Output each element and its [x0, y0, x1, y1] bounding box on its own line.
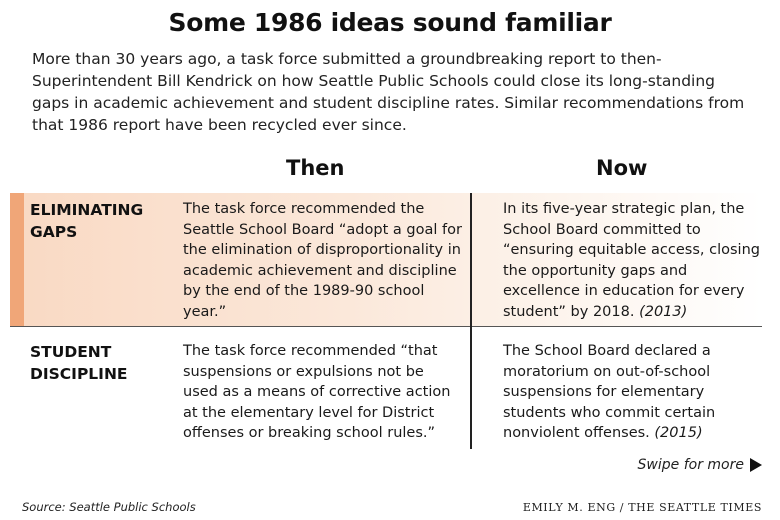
cell-then-eliminating-gaps: The task force recommended the Seattle School Board “adopt a goal for the elimination of disproportionality in academic achievement and discipline by the end of the 1989-90 school year.” [183, 201, 462, 320]
cell-now-text: In its five-year strategic plan, the School Board committed to “ensuring equitable access, closing the opportunity gaps and excellence in education for every student” by 2018. [503, 201, 760, 320]
row-label-eliminating-gaps [30, 199, 170, 243]
cell-now-text: The School Board declared a moratorium on out-of-school suspensions for elementary students who commit certain nonviolent offenses. [503, 343, 716, 442]
cell-now-eliminating-gaps [503, 199, 765, 323]
year-label: (2015) [654, 425, 703, 442]
swipe-label: Swipe for more [637, 457, 744, 473]
row-label-line: GAPS [30, 223, 78, 241]
cell-then-student-discipline: The task force recommended “that suspensions or expulsions not be used as a means of corrective action at the elementary level for District offenses or breaking school rules.” [183, 343, 451, 442]
intro-text: More than 30 years ago, a task force submitted a groundbreaking report to then-Superintendent Bill Kendrick on how Seattle Public Schools could close its long-standing gaps in academic achievement and student discipline rates. Similar recommendations from that 1986 report have been recycled ever since. [32, 50, 745, 134]
row-label-student-discipline [30, 341, 170, 385]
row-label-line: ELIMINATING [30, 201, 144, 219]
page-title: Some 1986 ideas sound familiar [168, 8, 612, 37]
column-divider [470, 193, 472, 449]
triangle-right-icon [750, 458, 762, 472]
column-header-now: Now [596, 156, 648, 180]
year-label: (2013) [639, 303, 688, 320]
source-note: Source: Seattle Public Schools [22, 500, 196, 514]
row-divider [10, 326, 762, 327]
row-label-line: DISCIPLINE [30, 365, 128, 383]
column-header-then: Then [286, 156, 345, 180]
credit-line: EMILY M. ENG / THE SEATTLE TIMES [522, 501, 762, 514]
row-accent-bar [10, 193, 24, 326]
cell-now-student-discipline [503, 341, 765, 444]
swipe-for-more-button[interactable] [638, 457, 762, 473]
row-label-line: STUDENT [30, 343, 112, 361]
